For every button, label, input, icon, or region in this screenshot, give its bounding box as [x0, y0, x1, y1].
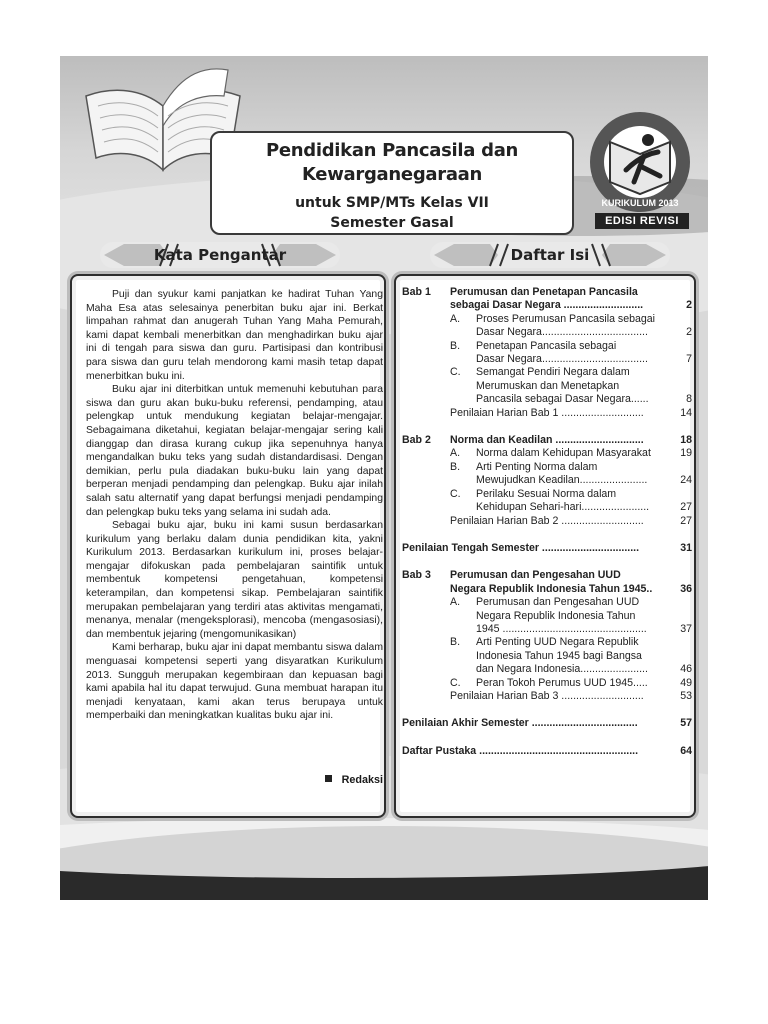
chapter-title-line: Perumusan dan Penetapan Pancasila	[450, 286, 638, 298]
footer-swoosh-white	[60, 818, 708, 878]
toc-item	[402, 677, 692, 690]
subtitle-line-1: untuk SMP/MTs Kelas VII	[295, 195, 489, 211]
page-number: 46	[680, 663, 692, 676]
item-letter: A.	[450, 447, 461, 460]
toc-item	[402, 447, 692, 460]
foreword-paragraph: Buku ajar ini diterbitkan untuk memenuhi kebutuhan para siswa dan guru akan buku-buku referensi, pendamping, atau pelengkap untuk mendukung kegiatan belajar-mengajar. Sebagaimana diketahui, kegiatan belajar-mengajar sering kali dianggap dan dirasa kurang cukup jika sepenuhnya hanya mengandalkan buku teks yang sudah distandardisasi. Dengan demikian, perlu pula diadakan buku-buku lain yang dapat berperan menjadi pendamping dan pelengkap. Buku ajar inilah salah satu alternatif yang dapat berfungsi menjadi pendamping dan pelengkap buku teks yang selama ini sudah ada.	[86, 384, 383, 518]
page-number: 49	[680, 676, 692, 689]
chapter-title	[450, 434, 692, 447]
toc-panel	[394, 274, 696, 818]
chapter-label: Bab 3	[402, 569, 431, 582]
foreword-paragraph: Sebagai buku ajar, buku ini kami susun berdasarkan kurikulum yang berlaku dalam dunia pendidikan kita, yakni Kurikulum 2013. Berdasarkan kurikulum ini, proses belajar-mengajar difokuskan pada pembelajaran saintifik untuk membentuk kompetensi pengetahuan, kompetensi keterampilan, dan kompetensi sikap. Pembelajaran saintifik merupakan pembelajaran yang terdiri atas aktivitas mengamati, menanya, menalar (mengeksplorasi), mencoba (mengasosiasi), dan membentuk jejaring (mengomunikasikan)	[86, 520, 383, 640]
book-title	[212, 139, 572, 187]
page-number: 37	[680, 622, 692, 635]
table-of-contents	[402, 286, 692, 758]
book-subtitle	[212, 193, 572, 233]
toc-chapter-1	[402, 286, 692, 313]
page-number: 2	[686, 326, 692, 339]
page-number: 2	[686, 299, 692, 312]
item-text: Indonesia Tahun 1945 bagi Bangsa	[476, 649, 642, 662]
item-text: Kehidupan Sehari-hari.......................	[476, 501, 650, 514]
signature	[86, 774, 383, 786]
toc-bibliography	[402, 745, 692, 758]
chapter-title	[450, 569, 692, 596]
edition-badge: EDISI REVISI	[595, 213, 689, 229]
item-letter: A.	[450, 312, 461, 325]
item-letter: A.	[450, 596, 461, 609]
cover-page	[60, 56, 708, 900]
item-text: Pancasila sebagai Dasar Negara......	[476, 393, 649, 406]
title-line-2: Kewarganegaraan	[301, 164, 483, 185]
chapter-label: Bab 1	[402, 286, 431, 298]
item-text: Proses Perumusan Pancasila sebagai	[476, 312, 656, 325]
chapter-title-line: Perumusan dan Pengesahan UUD	[450, 569, 621, 582]
toc-midterm	[402, 542, 692, 555]
item-text: Penilaian Harian Bab 1 ............................	[450, 406, 644, 419]
foreword-paragraph: Puji dan syukur kami panjatkan ke hadirat Tuhan Yang Maha Esa atas selesainya penerbitan buku ajar ini. Berkat limpahan rahmat dan anugerah Tuhan Yang Maha Pemurah, kami dapat kembali menerbitkan dan menghadirkan buku ajar ini di tengah para siswa dan guru. Partisipasi dan kontribusi para siswa dan guru telah mendorong kami masih tetap dapat menerbitkan buku ini.	[86, 289, 383, 382]
toc-item	[402, 488, 692, 515]
toc-chapter-2	[402, 434, 692, 447]
signature-text: Redaksi	[341, 774, 383, 786]
item-text: Penilaian Tengah Semester .................................	[402, 541, 640, 554]
foreword-panel	[70, 274, 386, 818]
chapter-title-line: Negara Republik Indonesia Tahun 1945..	[450, 582, 653, 595]
item-text: Arti Penting Norma dalam	[476, 460, 598, 473]
title-line-1: Pendidikan Pancasila dan	[265, 140, 519, 161]
item-letter: B.	[450, 636, 461, 649]
chapter-title-line: sebagai Dasar Negara ...........................	[450, 299, 644, 312]
foreword-paragraph: Kami berharap, buku ajar ini dapat membantu siswa dalam menguasai kompetensi seperti yang disyaratkan Kurikulum 2013. Sungguh merupakan kegembiraan dan kepuasan bagi kami apabila hal itu dapat terwujud. Guna membuat harapan itu menjadi kenyataan, kami akan terus berupaya untuk memperbaiki dan meningkatkan kualitas buku ajar ini.	[86, 642, 383, 722]
page-number: 53	[680, 689, 692, 702]
subtitle-line-2: Semester Gasal	[330, 215, 454, 231]
logo-text: KURIKULUM 2013	[601, 198, 679, 208]
toc-assessment	[450, 515, 692, 528]
toc-chapter-3	[402, 569, 692, 596]
toc-item	[402, 313, 692, 340]
chapter-label: Bab 2	[402, 434, 431, 447]
item-text: dan Negara Indonesia.......................	[476, 663, 648, 676]
tab-kata-pengantar	[100, 242, 340, 268]
page-number: 64	[680, 744, 692, 757]
page-number: 19	[680, 447, 692, 460]
item-text: Peran Tokoh Perumus UUD 1945.....	[476, 676, 648, 689]
item-text: Dasar Negara....................................	[476, 353, 648, 366]
item-letter: B.	[450, 460, 461, 473]
toc-assessment	[450, 690, 692, 703]
item-letter: C.	[450, 366, 461, 379]
item-text: Penetapan Pancasila sebagai	[476, 339, 617, 352]
item-text: Mewujudkan Keadilan.......................	[476, 474, 648, 487]
page-number: 31	[680, 541, 692, 554]
item-text: Norma dalam Kehidupan Masyarakat	[476, 447, 651, 460]
toc-item	[402, 461, 692, 488]
page-number: 27	[680, 514, 692, 527]
item-text: Negara Republik Indonesia Tahun	[476, 609, 636, 622]
item-letter: C.	[450, 676, 461, 689]
toc-item	[402, 340, 692, 367]
title-box	[210, 131, 574, 235]
item-letter: C.	[450, 487, 461, 500]
item-text: Penilaian Harian Bab 3 ............................	[450, 689, 644, 702]
item-text: Semangat Pendiri Negara dalam	[476, 366, 630, 379]
item-text: Dasar Negara....................................	[476, 326, 648, 339]
toc-assessment	[450, 407, 692, 420]
kurikulum-2013-logo	[588, 110, 692, 214]
toc-item	[402, 636, 692, 676]
page-number: 8	[686, 393, 692, 406]
square-bullet-icon	[325, 775, 332, 782]
chapter-title	[450, 286, 692, 313]
page-number: 18	[680, 434, 692, 447]
toc-item	[402, 596, 692, 636]
page-number: 14	[680, 406, 692, 419]
tab-daftar-isi	[430, 242, 670, 268]
item-letter: B.	[450, 339, 461, 352]
item-text: Merumuskan dan Menetapkan	[476, 379, 620, 392]
page-number: 36	[680, 582, 692, 595]
item-text: 1945 .................................................	[476, 622, 647, 635]
page-number: 57	[680, 717, 692, 730]
page-number: 7	[686, 353, 692, 366]
page-number: 24	[680, 474, 692, 487]
item-text: Penilaian Akhir Semester ....................................	[402, 717, 638, 730]
item-text: Daftar Pustaka ......................................................	[402, 744, 639, 757]
toc-final-exam	[402, 717, 692, 730]
toc-item	[402, 366, 692, 406]
item-text: Arti Penting UUD Negara Republik	[476, 636, 639, 649]
page-number: 27	[680, 501, 692, 514]
chapter-title-line: Norma dan Keadilan ..............................	[450, 434, 644, 447]
item-text: Perilaku Sesuai Norma dalam	[476, 487, 617, 500]
item-text: Perumusan dan Pengesahan UUD	[476, 596, 640, 609]
foreword-text	[86, 288, 383, 723]
tab-label-daftar-isi: Daftar Isi	[510, 246, 590, 264]
tab-label-kata-pengantar: Kata Pengantar	[153, 246, 287, 264]
item-text: Penilaian Harian Bab 2 ............................	[450, 514, 644, 527]
